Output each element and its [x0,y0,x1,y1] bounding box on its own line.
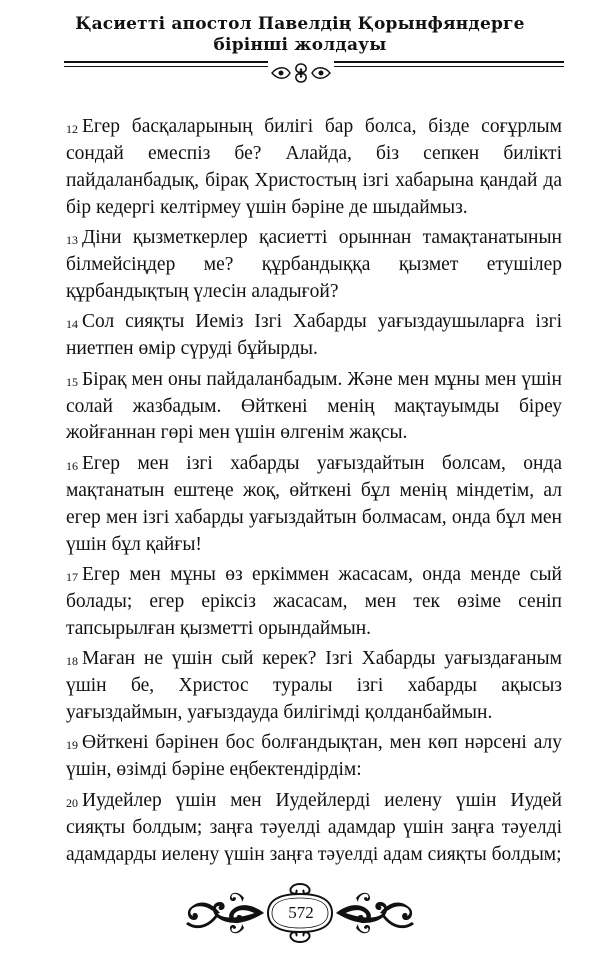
verse-text: Егер мен мұны өз еркіммен жасасам, онда менде сый болады; егер еріксіз жасасам, мен тек өзіме сеніп тапсырылған қызметті орындаймын. [66,564,562,639]
verse-text: Бірақ мен оны пайдаланбадым. Және мен мұны мен үшін солай жазбадым. Өйткені менің мақтауымды біреу жойғаннан гөрі мен үшін өлгенім жақсы. [66,368,562,444]
verse-20 [66,788,562,869]
verse-text: Сол сияқты Иеміз Ізгі Хабарды уағыздаушыларға ізгі ниетпен өмір сүруді бұйырды. [66,311,562,360]
verse-text: Егер басқаларының билігі бар болса, бізде соғұрлым сондай емеспіз бе? Алайда, біз сепкен билікті пайдаланбадық, бірақ Христостың ізгі хабарына қандай да бір кедергі келтірмеу үшін бәріне де шыдаймыз. [66,116,562,218]
verse-number: 20 [66,795,78,810]
verse-19 [66,730,562,784]
verse-number: 16 [66,458,78,473]
verse-number: 17 [66,570,78,584]
verse-number: 12 [66,122,78,136]
verse-text-block [66,114,562,872]
verse-13 [66,225,562,306]
verse-12 [66,114,562,222]
header-title-line-2: бірінші жолдауы [213,35,387,55]
page-header [0,14,600,56]
verse-15 [66,367,562,448]
verse-18 [66,646,562,727]
verse-number: 13 [66,233,78,248]
verse-text: Діни қызметкерлер қасиетті орыннан тамақтанатынын білмейсіңдер ме? құрбандыққа қызмет етушілер құрбандықтың үлесін аладығой? [66,227,562,302]
verse-text: Маған не үшін сый керек? Ізгі Хабарды уағыздағаным үшін бе, Христос туралы ізгі хабарды ақысыз уағыздаймын, уағыздауда билігімді қолданбаймын. [66,648,562,724]
verse-number: 14 [66,317,78,332]
header-title-line-1: Қасиетті апостол Павелдің Қорынфяндерге [75,14,525,34]
verse-number: 15 [66,374,78,389]
header-ornament-icon [268,60,334,86]
verse-16 [66,451,562,559]
page-number: 572 [288,903,314,922]
verse-14 [66,309,562,363]
verse-number: 18 [66,654,78,669]
verse-17 [66,562,562,643]
verse-text: Егер мен ізгі хабарды уағыздайтын болсам, онда мақтанатын ештеңе жоқ, өйткені бұл менің міндетім, ал егер мен ізгі хабарды уағыздайтын болмасам, онда бұл мен үшін бұл қайғы! [66,452,562,555]
verse-text: Иудейлер үшін мен Иудейлерді иелену үшін Иудей сияқты болдым; заңға тәуелді адамдар үшін заңға тәуелді адамдарды иелену үшін заңға тәуелді адам сияқты болдым; [66,789,562,865]
verse-text: Өйткені бәрінен бос болғандықтан, мен көп нәрсені алу үшін, өзімді бәріне еңбектендірдім: [66,732,562,781]
verse-number: 19 [66,738,78,753]
